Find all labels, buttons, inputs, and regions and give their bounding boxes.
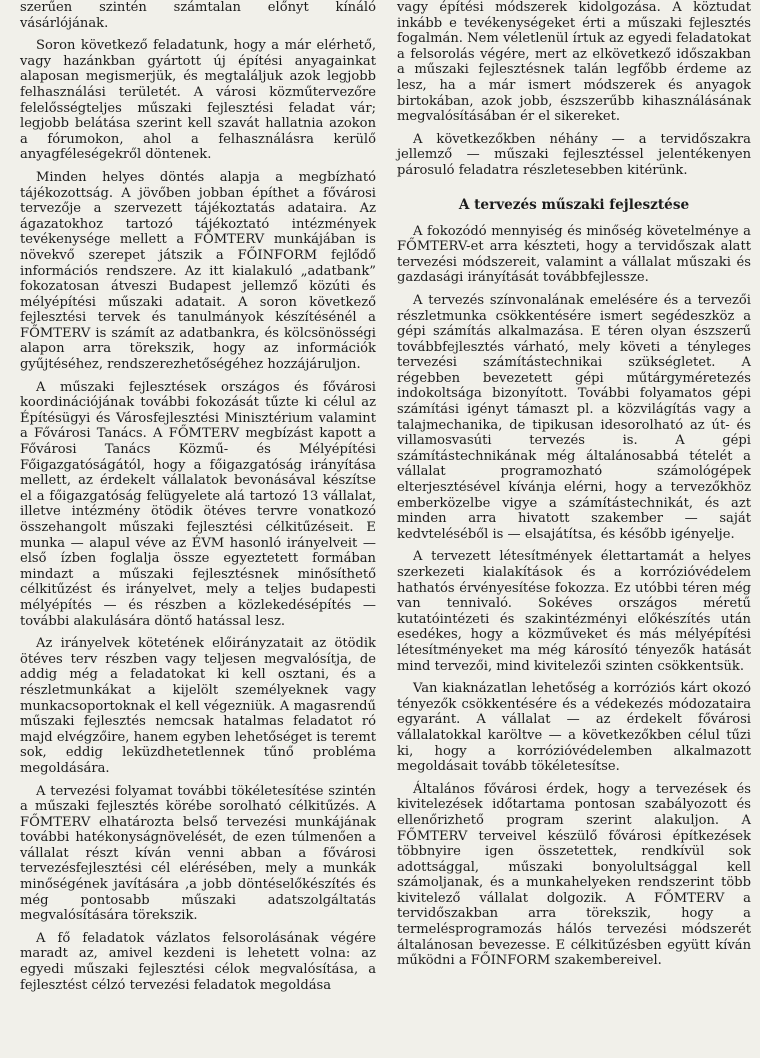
paragraph: Minden helyes döntés alapja a megbízható tájékozottság. A jövőben jobban építhet a fővárosi tervezője a szervezett tájékoztatás adataira. Az ágazatokhoz tartozó tájékoztató intézmények tevékenysége mellett a FŐMTERV munkájában is növekvő szerepet játszik a FŐINFORM fejlődő információs rendszere. Az itt kialakuló „adatbank” fokozatosan átveszi Budapest jellemző közúti és mélyépítési műszaki adatait. A soron következő fejlesztési tervek és tanulmányok készítésénél a FŐMTERV is számít az adatbankra, és kölcsönösségi alapon arra törekszik, hogy az információk gyűjtéséhez, rendszerezhetőségéhez hozzájáruljon. — [20, 169, 376, 373]
paragraph: Van kiaknázatlan lehetőség a korróziós kárt okozó tényezők csökkentésére és a védekezés módozataira egyaránt. A vállalat — az érdekelt fővárosi vállalatokkal karöltve — a következőkben célul tűzi ki, hogy a korrózióvédelemben alkalmazott megoldásait tovább tökéletesítse. — [397, 681, 751, 775]
paragraph: A műszaki fejlesztések országos és fővárosi koordinációjának további fokozását tűzte ki célul az Építésügyi és Városfejlesztési Minisztérium valamint a Fővárosi Tanács. A FŐMTERV megbízást kapott a Fővárosi Tanács Közmű- és Mélyépítési Főigazgatóságától, hogy a főigazgatóság irányítása mellett, az érdekelt vállalatok bevonásával készítse el a főigazgatóság felügyelete alá tartozó 13 vállalat, illetve intézmény ötödik ötéves tervre vonatkozó összehangolt műszaki fejlesztési célkitűzéseit. E munka — alapul véve az ÉVM hasonló irányelveit — első ízben foglalja össze egyeztetett formában mindazt a műszaki fejlesztésnek minősíthető célkitűzést és irányelvet, mely a teljes budapesti mélyépítés — és részben a közlekedésépítés — további alakulására döntő hatással lesz. — [20, 379, 376, 629]
paragraph: A tervezés színvonalának emelésére és a tervezői részletmunka csökkentésére ismert segédeszköz a gépi számítás alkalmazása. E téren olyan észszerű továbbfejlesztés várható, mely követi a tényleges tervezési számítástechnikai szükségletet. A régebben bevezetett gépi műtárgyméretezés indokoltsága bizonyított. További folyamatos gépi számítási igényt támaszt pl. a közvilágítás vagy a talajmechanika, de tipikusan idesorolható az út- és villamosvasúti tervezés is. A gépi számítástechnikának még általánosabbá tételét a vállalat programozható számológépek elterjesztésével kívánja elérni, hogy a tervezőkhöz emberközelbe vigye a számítástechnikát, és azt minden arra hivatott szakember — saját kedvteléséből is — elsajátítsa, és később igényelje. — [397, 292, 751, 542]
paragraph: A fő feladatok vázlatos felsorolásának végére maradt az, amivel kezdeni is lehetett volna: az egyedi műszaki fejlesztési célok megvalósítása, a fejlesztést célzó tervezési feladatok megoldása — [20, 930, 376, 993]
paragraph: Általános fővárosi érdek, hogy a tervezések és kivitelezések időtartama pontosan szabályozott és ellenőrizhető program szerint alakuljon. A FŐMTERV terveivel készülő fővárosi építkezések többnyire igen összetettek, rendkívül sok adottsággal, műszaki bonyolultsággal kell számoljanak, és a munkahelyeken rendszerint több kivitelező vállalat dolgozik. A FŐMTERV a tervidőszakban arra törekszik, hogy a termelésprogramozás hálós tervezési módszerét általánosan bevezesse. E célkitűzésben együtt kíván működni a FŐINFORM szakembereivel. — [397, 781, 751, 969]
paragraph: A tervezési folyamat további tökéletesítése szintén a műszaki fejlesztés körébe sorolható célkitűzés. A FŐMTERV elhatározta belső tervezési munkájának további hatékonyságnövelését, de ezen túlmenően a vállalat részt kíván venni abban a fővárosi tervezésfejlesztési cél elérésében, mely a munkák minőségének javítására ‚a jobb döntéselőkészítés és még pontosabb műszaki adatszolgáltatás megvalósítására törekszik. — [20, 783, 376, 924]
paragraph-continuation: szerűen szintén számtalan előnyt kínáló vásárlójának. — [20, 0, 376, 31]
section-heading: A tervezés műszaki fejlesztése — [458, 196, 690, 213]
left-text-column — [20, 0, 376, 1000]
paragraph: Az irányelvek kötetének előirányzatait az ötödik ötéves terv részben vagy teljesen megvalósítja, de addig még a feladatokat ki kell osztani, és a részletmunkákat a kijelölt személyeknek vagy munkacsoportoknak el kell végezniük. A magasrendű műszaki fejlesztés nemcsak hatalmas feladatot ró majd elvégzőire, hanem egyben lehetőséget is teremt sok, eddig leküzdhetetlennek tűnő probléma megoldására. — [20, 636, 376, 776]
paragraph-continuation: vagy építési módszerek kidolgozása. A köztudat inkább e tevékenységeket érti a műszaki fejlesztés fogalmán. Nem véletlenül írtuk az egyedi feladatokat a felsorolás végére, mert az elkövetkező időszakban a műszaki fejlesztésnek talán legfőbb érdeme az lesz, ha a már ismert módszerek és anyagok birtokában, azok jobb, észszerűbb kihasználásának megvalósításában ér el sikereket. — [397, 0, 751, 125]
paragraph: A tervezett létesítmények élettartamát a helyes szerkezeti kialakítások és a korrózióvédelem hathatós érvényesítése fokozza. Ez utóbbi téren még van tennivaló. Sokéves országos méretű kutatóintézeti és szakintézményi előkészítés után esedékes, hogy a közműveket és más mélyépítési létesítményeket ma még károsító tényezők hatását mind tervezői, mind kivitelezői szinten csökkentsük. — [397, 549, 751, 674]
right-text-column — [397, 0, 751, 976]
paragraph: Soron következő feladatunk, hogy a már elérhető, vagy hazánkban gyártott új építési anyagainkat alaposan megismerjük, és megtaláljuk azok legjobb felhasználási területét. A városi közműtervezőre felelősségteljes műszaki fejlesztési feladat vár; legjobb belátása szerint kell szavát hallatnia azokon a fórumokon, ahol a felhasználásra kerülő anyagféleségekről döntenek. — [20, 38, 376, 163]
paragraph: A következőkben néhány — a tervidőszakra jellemző — műszaki fejlesztéssel jelentékenyen párosuló feladatra részletesebben kitérünk. — [397, 131, 751, 178]
paragraph: A fokozódó mennyiség és minőség követelménye a FŐMTERV-et arra készteti, hogy a tervidőszak alatt tervezési módszereit, valamint a vállalat műszaki és gazdasági irányítását továbbfejlessze. — [397, 223, 751, 286]
